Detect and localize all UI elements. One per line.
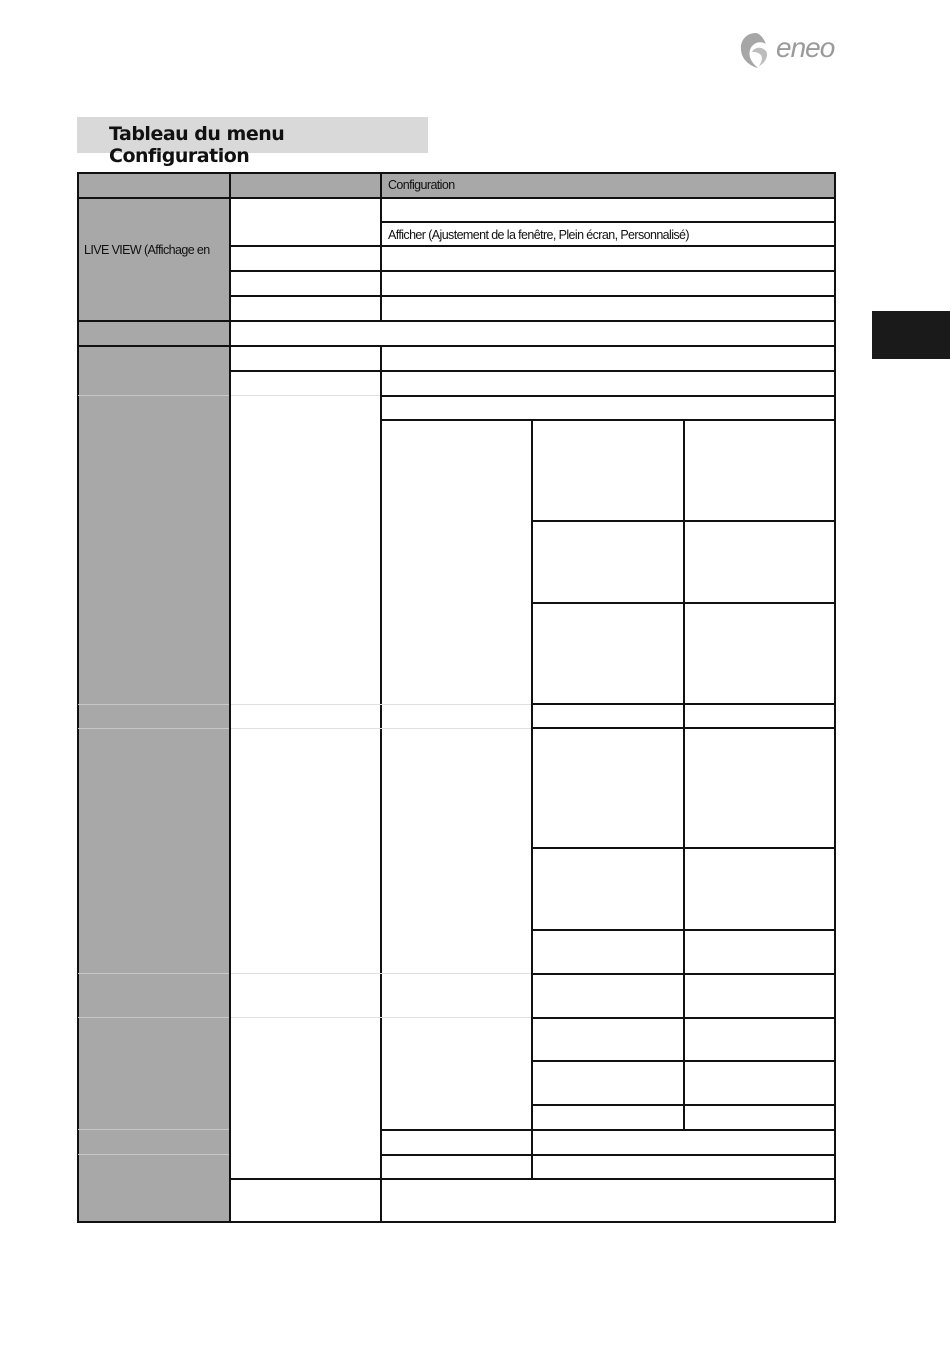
grid-rule-974 (531, 973, 836, 975)
grid-rule-1179 (229, 1178, 836, 1180)
grid-rule-1155 (380, 1154, 836, 1156)
row-rule-198 (77, 197, 836, 199)
row-rule-396 (380, 395, 836, 397)
row-rule-321 (77, 320, 836, 322)
faint-rule-1155 (78, 1154, 229, 1155)
col-divider-2b (380, 345, 382, 1223)
col-divider-3 (531, 420, 533, 1130)
faint-rule-1018-a (78, 1017, 229, 1018)
title-box (77, 117, 428, 167)
faint-rule-1018-b (231, 1017, 531, 1018)
grid-rule-1018 (531, 1017, 836, 1019)
table-border-right (834, 172, 836, 1223)
table-border-top (77, 172, 836, 174)
header-row-bg (78, 173, 835, 198)
faint-rule-395-a (78, 395, 229, 396)
header-cell-configuration: Configuration (388, 178, 455, 192)
row-rule-246 (229, 245, 836, 247)
faint-rule-395-b (231, 395, 380, 396)
row-rule-346 (77, 345, 836, 347)
faint-rule-704-a (78, 704, 229, 705)
display-option: Afficher (Ajustement de la fenêtre, Plein écran, Personnalisé) (388, 228, 689, 242)
grid-rule-1061 (531, 1060, 836, 1062)
page-title: Tableau du menu Configuration (109, 123, 285, 167)
col-divider-4 (683, 420, 685, 1130)
grid-rule-1130 (380, 1129, 836, 1131)
row-rule-222 (380, 221, 836, 223)
grid-rule-1105 (531, 1104, 836, 1106)
table-border-left (77, 172, 79, 1223)
grid-rule-521 (531, 520, 836, 522)
row-rule-271 (229, 270, 836, 272)
eneo-logo (738, 30, 838, 72)
chapter-tab (872, 311, 950, 359)
row-rule-420 (380, 419, 836, 421)
faint-rule-728-b (231, 728, 531, 729)
grid-rule-848 (531, 847, 836, 849)
grid-rule-704 (531, 703, 836, 705)
col-divider-1 (229, 172, 231, 1223)
faint-rule-974-b (231, 973, 531, 974)
live-view-label: LIVE VIEW (Affichage en (84, 243, 210, 257)
faint-rule-728-a (78, 728, 229, 729)
grid-rule-728 (531, 727, 836, 729)
left-column-bg (78, 198, 230, 1222)
grid-rule-603 (531, 602, 836, 604)
faint-rule-974-a (78, 973, 229, 974)
faint-rule-1130 (78, 1129, 229, 1130)
row-rule-371 (229, 370, 836, 372)
row-rule-296 (229, 295, 836, 297)
brand-name: eneo (776, 32, 835, 63)
table-border-bottom (77, 1221, 836, 1223)
eneo-swirl-icon (738, 30, 774, 72)
grid-rule-930 (531, 929, 836, 931)
faint-rule-704-b (231, 704, 531, 705)
